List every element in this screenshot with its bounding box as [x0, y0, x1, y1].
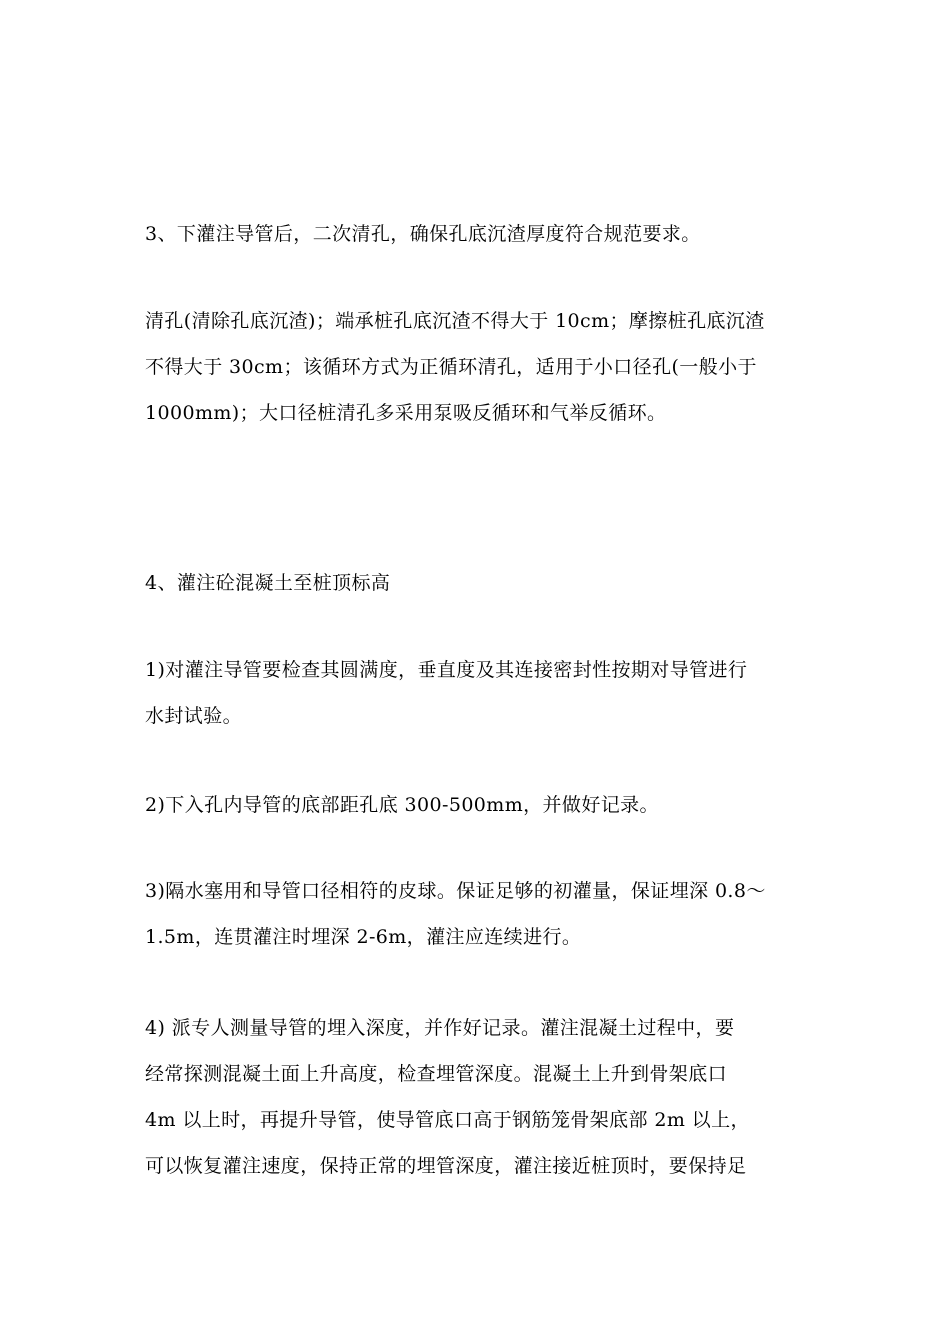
text-line: 4) 派专人测量导管的埋入深度，并作好记录。灌注混凝土过程中，要 — [145, 1017, 735, 1039]
section-3-body — [145, 298, 815, 436]
text-line: 清孔(清除孔底沉渣)；端承桩孔底沉渣不得大于 10cm；摩擦桩孔底沉渣 — [145, 310, 765, 332]
section-4-item-2 — [145, 782, 815, 828]
text-line: 经常探测混凝土面上升高度，检查埋管深度。混凝土上升到骨架底口 — [145, 1063, 728, 1085]
section-4-heading — [145, 560, 815, 606]
text-line: 可以恢复灌注速度，保持正常的埋管深度，灌注接近桩顶时，要保持足 — [145, 1155, 747, 1177]
text-line: 不得大于 30cm；该循环方式为正循环清孔，适用于小口径孔(一般小于 — [145, 356, 757, 378]
section-4-item-3 — [145, 868, 815, 960]
text-line: 1)对灌注导管要检查其圆满度，垂直度及其连接密封性按期对导管进行 — [145, 659, 748, 681]
section-4-item-4 — [145, 1005, 815, 1189]
text-line: 2)下入孔内导管的底部距孔底 300-500mm，并做好记录。 — [145, 794, 659, 816]
text-line: 3、下灌注导管后，二次清孔，确保孔底沉渣厚度符合规范要求。 — [145, 223, 701, 245]
section-4-item-1 — [145, 647, 815, 739]
section-3-heading — [145, 211, 815, 257]
text-line: 4m 以上时，再提升导管，使导管底口高于钢筋笼骨架底部 2m 以上， — [145, 1109, 750, 1131]
text-line: 1000mm)；大口径桩清孔多采用泵吸反循环和气举反循环。 — [145, 402, 667, 424]
text-line: 水封试验。 — [145, 705, 243, 727]
text-line: 3)隔水塞用和导管口径相符的皮球。保证足够的初灌量，保证埋深 0.8～ — [145, 880, 766, 902]
text-line: 1.5m，连贯灌注时埋深 2-6m，灌注应连续进行。 — [145, 926, 582, 948]
text-line: 4、灌注砼混凝土至桩顶标高 — [145, 572, 391, 594]
